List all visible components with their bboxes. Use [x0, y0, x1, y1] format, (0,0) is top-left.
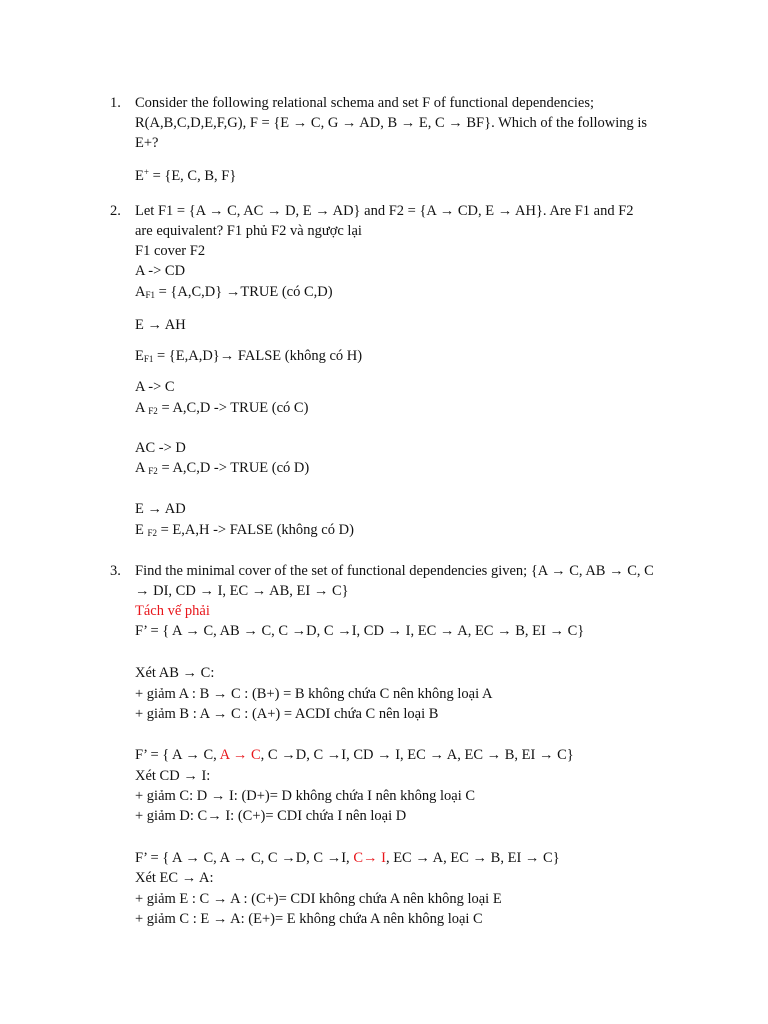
q2-line-12: E → AD [135, 501, 186, 517]
q3-line-13: Xét EC → A: [135, 870, 214, 886]
q2-l11-a: A [135, 460, 149, 476]
q3-l12-post: , EC → A, EC → B, EI → C} [385, 850, 560, 866]
q3-l8-post: , C →D, C →I, CD → I, EC → A, EC → B, EI → C} [260, 747, 574, 763]
q2-l11-sub: F2 [148, 466, 158, 476]
q3-l12-pre: F’ = { A → C, A → C, C →D, C →I, [135, 850, 354, 866]
q3-line-5: Xét AB → C: [135, 665, 215, 681]
q2-l9-sub: F2 [148, 406, 158, 416]
q1-answer-e: E [135, 168, 144, 184]
q3-line-7: + giảm B : A → C : (A+) = ACDI chứa C nên loại B [135, 706, 439, 722]
q3-line-10: + giảm C: D → I: (D+)= D không chứa I nên không loại C [135, 788, 476, 804]
q3-line-11: + giảm D: C→ I: (C+)= CDI chứa I nên loại D [135, 808, 407, 824]
q2-line-11 [135, 458, 309, 478]
q2-line-10: AC -> D [135, 440, 186, 456]
q2-l11-rest: = A,C,D -> TRUE (có D) [157, 460, 310, 476]
q2-line-13 [135, 520, 354, 540]
q3-l12-highlight: C→ I [353, 850, 386, 866]
q2-l5-a: A [135, 284, 146, 300]
q3-number: 3. [110, 563, 121, 579]
q2-line-7 [135, 346, 362, 366]
q2-l9-a: A [135, 400, 149, 416]
q2-line-6: E → AH [135, 317, 186, 333]
q1-number: 1. [110, 95, 121, 111]
q2-l7-a: E [135, 348, 144, 364]
q3-line-8 [135, 745, 574, 765]
q2-l5-rest: = {A,C,D} [155, 284, 226, 300]
q3-line-2: → DI, CD → I, EC → AB, EI → C} [135, 583, 349, 599]
q2-line-8: A -> C [135, 379, 175, 395]
q2-l5-tail: TRUE (có C,D) [240, 284, 333, 300]
q2-number: 2. [110, 203, 121, 219]
q2-l7-tail: FALSE (không có H) [234, 348, 363, 364]
q1-answer-sup: + [143, 167, 149, 177]
q3-line-9: Xét CD → I: [135, 768, 211, 784]
q1-line-2: R(A,B,C,D,E,F,G), F = {E → C, G → AD, B → E, C → BF}. Which of the following is [135, 115, 648, 131]
q2-l7-rest: = {E,A,D} [153, 348, 220, 364]
q2-l13-rest: = E,A,H -> FALSE (không có D) [157, 522, 354, 538]
arrow-icon: → [219, 348, 235, 364]
q2-l5-sub: F1 [145, 290, 155, 300]
q2-l9-rest: = A,C,D -> TRUE (có C) [157, 400, 309, 416]
q3-l8-highlight: A → C [219, 747, 261, 763]
q3-line-4: F’ = { A → C, AB → C, C →D, C →I, CD → I, EC → A, EC → B, EI → C} [135, 623, 585, 639]
q2-line-5 [135, 282, 333, 302]
q2-line-9 [135, 398, 308, 418]
q2-line-3: F1 cover F2 [135, 243, 206, 259]
q2-l13-a: E [135, 522, 148, 538]
q3-line-6: + giảm A : B → C : (B+) = B không chứa C nên không loại A [135, 686, 493, 702]
q3-line-15: + giảm C : E → A: (E+)= E không chứa A nên không loại C [135, 911, 483, 927]
q3-l8-pre: F’ = { A → C, [135, 747, 220, 763]
q3-line-1: Find the minimal cover of the set of functional dependencies given; {A → C, AB → C, C [135, 563, 654, 579]
q1-answer-rest: = {E, C, B, F} [148, 168, 237, 184]
q2-line-4: A -> CD [135, 263, 186, 279]
q1-line-3: E+? [135, 135, 159, 151]
q2-line-2: are equivalent? F1 phủ F2 và ngược lại [135, 223, 362, 239]
q3-line-3-heading: Tách vế phải [135, 603, 210, 619]
q3-line-14: + giảm E : C → A : (C+)= CDI không chứa A nên không loại E [135, 891, 502, 907]
q2-l13-sub: F2 [147, 528, 157, 538]
q1-line-1: Consider the following relational schema and set F of functional dependencies; [135, 95, 595, 111]
q3-line-12 [135, 848, 560, 868]
q1-answer [135, 166, 236, 186]
q2-l7-sub: F1 [143, 354, 154, 364]
arrow-icon: → [225, 284, 241, 300]
q2-line-1: Let F1 = {A → C, AC → D, E → AD} and F2 = {A → CD, E → AH}. Are F1 and F2 [135, 203, 634, 219]
